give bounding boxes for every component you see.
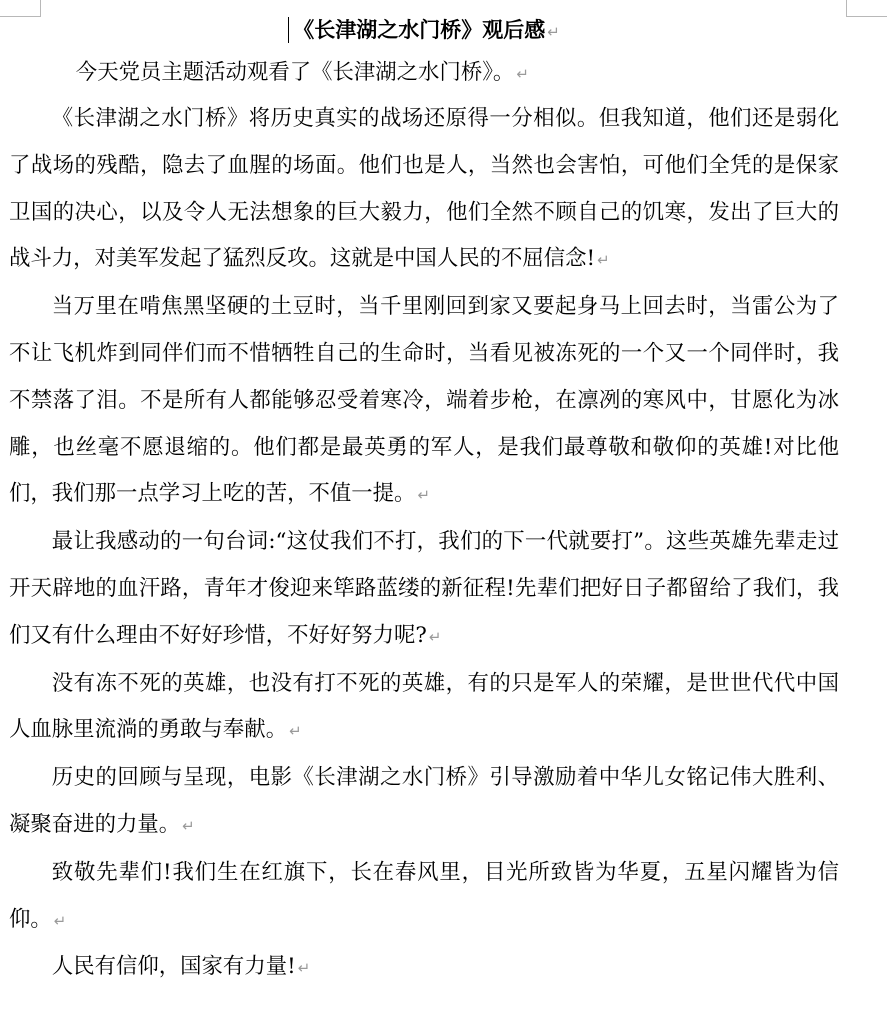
document-page[interactable] xyxy=(9,10,839,992)
paragraph-7[interactable] xyxy=(9,850,839,945)
paragraph-6-text: 历史的回顾与呈现，电影《长津湖之水门桥》引导激励着中华儿女铭记伟大胜利、凝聚奋进的力量。 xyxy=(9,765,839,837)
paragraph-8[interactable] xyxy=(9,944,839,992)
paragraph-mark-icon: ↵ xyxy=(547,23,560,41)
document-title-text: 《长津湖之水门桥》观后感 xyxy=(293,17,546,42)
paragraph-8-text: 人民有信仰，国家有力量! xyxy=(51,954,296,980)
paragraph-6[interactable] xyxy=(9,755,839,850)
paragraph-3-text: 当万里在啃焦黑坚硬的土豆时，当千里刚回到家又要起身马上回去时，当雷公为了不让飞机炸到同伴们而不惜牺牲自己的生命时，当看见被冻死的一个又一个同伴时，我不禁落了泪。不是所有人都能够忍受着寒冷，端着步枪，在凛冽的寒风中，甘愿化为冰雕，也丝毫不愿退缩的。他们都是最英勇的军人，是我们最尊敬和敬仰的英雄!对比他们，我们那一点学习上吃的苦，不值一提。 xyxy=(9,294,839,507)
paragraph-mark-icon: ↵ xyxy=(53,911,67,930)
paragraph-4-text: 最让我感动的一句台词:“这仗我们不打，我们的下一代就要打”。这些英雄先辈走过开天辟地的血汗路，青年才俊迎来筚路蓝缕的新征程!先辈们把好日子都留给了我们，我们又有什么理由不好好珍惜，不好好努力呢? xyxy=(9,529,839,648)
paragraph-mark-icon: ↵ xyxy=(417,486,431,505)
paragraph-4[interactable] xyxy=(9,519,839,660)
paragraph-mark-icon: ↵ xyxy=(428,627,442,646)
paragraph-5[interactable] xyxy=(9,661,839,756)
text-cursor xyxy=(288,17,289,43)
paragraph-1-text: 今天党员主题活动观看了《长津湖之水门桥》。 xyxy=(75,60,515,85)
margin-corner-right xyxy=(846,0,887,17)
paragraph-1[interactable] xyxy=(9,50,839,96)
paragraph-2-text: 《长津湖之水门桥》将历史真实的战场还原得一分相似。但我知道，他们还是弱化了战场的残酷，隐去了血腥的场面。他们也是人，当然也会害怕，可他们全凭的是保家卫国的决心，以及令人无法想象的巨大毅力，他们全然不顾自己的饥寒，发出了巨大的战斗力，对美军发起了猛烈反攻。这就是中国人民的不屈信念! xyxy=(9,106,839,272)
paragraph-mark-icon: ↵ xyxy=(289,722,302,741)
paragraph-mark-icon: ↵ xyxy=(516,65,529,83)
paragraph-mark-icon: ↵ xyxy=(182,816,195,835)
paragraph-5-text: 没有冻不死的英雄，也没有打不死的英雄，有的只是军人的荣耀，是世世代代中国人血脉里流淌的勇敢与奉献。 xyxy=(9,670,839,743)
paragraph-mark-icon: ↵ xyxy=(297,959,311,978)
paragraph-3[interactable] xyxy=(9,284,839,519)
paragraph-2[interactable] xyxy=(9,96,839,284)
paragraph-mark-icon: ↵ xyxy=(597,251,610,270)
paragraph-7-text: 致敬先辈们!我们生在红旗下，长在春风里，目光所致皆为华夏，五星闪耀皆为信仰。 xyxy=(9,859,839,932)
document-title[interactable] xyxy=(9,10,839,50)
